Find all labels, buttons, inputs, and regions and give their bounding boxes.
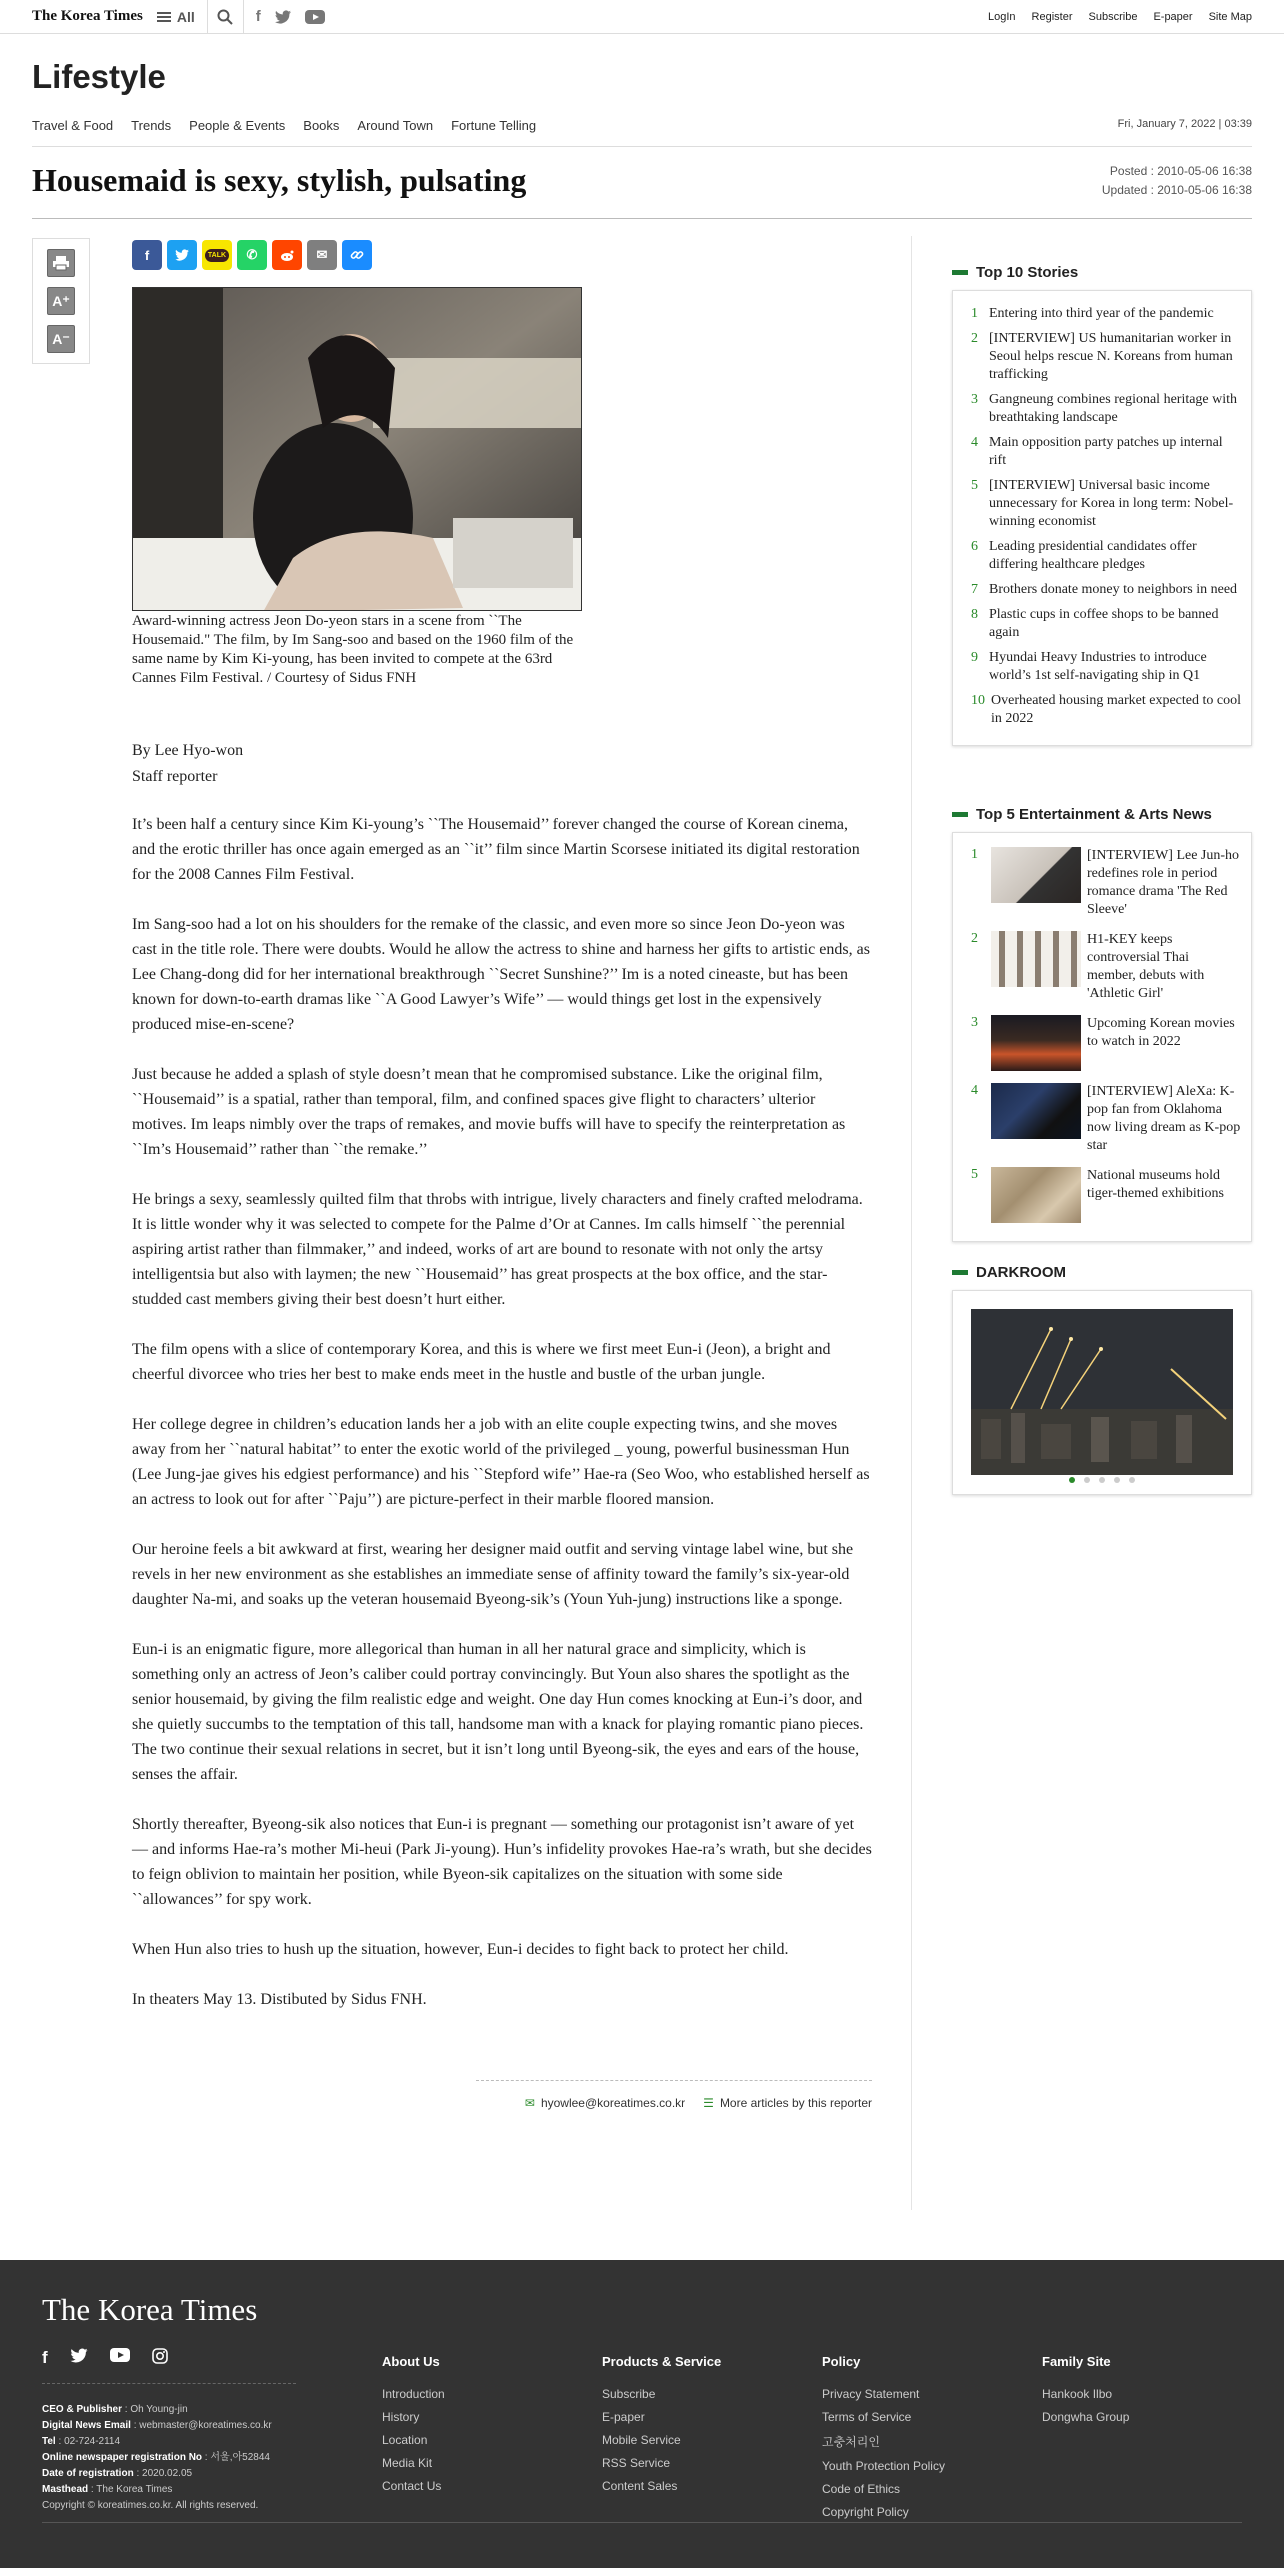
footer-col-family <box>1042 2354 1129 2433</box>
ent-thumbnail <box>991 931 1081 987</box>
twitter-icon[interactable] <box>70 2348 88 2363</box>
slider-dot[interactable] <box>1114 1477 1120 1483</box>
article-photo <box>132 287 582 611</box>
article-paragraph: Just because he added a splash of style doesn’t mean that he compromised substance. Like the original film, ``Housemaid’’ is a spatial, rather than temporal, film, and confined spaces give flight to characters’ ulterior motives. Im leaps nimbly over the traps of remakes, and movie buffs will have to specify the reinterpretation as ``Im’s Housemaid’’ rather than ``the remake.’’ <box>132 1066 846 1158</box>
twitter-share-button[interactable] <box>167 240 197 270</box>
footer-link[interactable]: RSS Service <box>602 2456 671 2470</box>
subnav-books[interactable]: Books <box>303 118 340 133</box>
article-footer <box>476 2080 872 2110</box>
site-logo[interactable]: The Korea Times <box>32 8 143 24</box>
facebook-icon[interactable]: f <box>255 8 261 25</box>
footer-divider <box>42 2383 296 2384</box>
footer-logo[interactable]: The Korea Times <box>42 2292 258 2327</box>
author-role: Staff reporter <box>132 768 218 785</box>
ent-title: Upcoming Korean movies to watch in 2022 <box>1087 1016 1235 1049</box>
subnav-trends[interactable]: Trends <box>131 118 172 133</box>
author-name: By Lee Hyo-won <box>132 742 244 759</box>
byline <box>132 738 243 790</box>
top-bar <box>0 0 1284 34</box>
social-links <box>256 8 325 25</box>
footer-link[interactable]: Code of Ethics <box>822 2482 901 2496</box>
ent-thumbnail <box>991 847 1081 903</box>
info-key: Masthead <box>42 2484 89 2495</box>
reporter-email: hyowlee@koreatimes.co.kr <box>540 2096 686 2110</box>
info-value: 서울,아52844 <box>210 2452 270 2463</box>
article-paragraph: Our heroine feels a bit awkward at first, wearing her designer maid outfit and serving vintage label wine, but she revels in her new environment as she establishes an immediate sense of affinity toward the family’s six-year-old daughter Na-mi, and soaks up the veteran housemaid Byeong-sik’s (Youn Yuh-jung) instructions like a sponge. <box>132 1541 854 1608</box>
ent-title: [INTERVIEW] AleXa: K-pop fan from Oklahoma now living dream as K-pop star <box>1087 1084 1241 1153</box>
facebook-icon[interactable]: f <box>42 2348 48 2367</box>
top10-item[interactable] <box>971 305 1241 323</box>
ent-title: [INTERVIEW] Lee Jun-ho redefines role in period romance drama 'The Red Sleeve' <box>1087 848 1240 917</box>
youtube-icon[interactable] <box>110 2348 130 2362</box>
article-paragraph: It’s been half a century since Kim Ki-young’s ``The Housemaid’’ forever changed the course of Korean cinema, and the erotic thriller has once again emerged as an ``it’’ film since Martin Scorsese initiated its digital restoration for the 2008 Cannes Film Festival. <box>132 816 860 883</box>
info-key: Digital News Email <box>42 2420 131 2431</box>
site-footer <box>0 2260 1284 2568</box>
divider <box>32 146 1252 147</box>
article-paragraph: He brings a sexy, seamlessly quilted film that throbs with intrigue, lively characters and finely crafted melodrama. It is little wonder why it was selected to compete for the Palme d’Or at Cannes. Im calls himself ``the perennial aspiring artist rather than filmmaker,’’ and indeed, works of art are bound to resonate with not only the artsy intelligentsia but also with laymen; the new ``Housemaid’’ has great prospects at the box office, and the star-studded cast members giving their best doesn’t hurt either. <box>132 1191 863 1308</box>
copy-link-button[interactable] <box>342 240 372 270</box>
search-icon <box>217 9 233 25</box>
title-bar <box>952 812 968 817</box>
top10-item[interactable] <box>971 330 1241 384</box>
info-value: 02-724-2114 <box>64 2436 121 2447</box>
ent-title: National museums hold tiger-themed exhibitions <box>1087 1168 1224 1201</box>
article-body <box>132 812 872 2037</box>
search-button[interactable] <box>208 0 244 34</box>
footer-link[interactable]: Media Kit <box>382 2456 433 2470</box>
entertainment-title-label: Top 5 Entertainment & Arts News <box>976 806 1212 823</box>
rank-number: 9 <box>971 650 978 665</box>
youtube-icon[interactable] <box>305 10 325 24</box>
footer-link[interactable]: History <box>382 2410 420 2424</box>
ent-item[interactable] <box>971 1083 1241 1155</box>
list-icon: ☰ <box>703 2096 714 2110</box>
footer-col-products <box>602 2354 721 2502</box>
rank-number: 3 <box>971 392 978 407</box>
rank-number: 2 <box>971 931 978 946</box>
darkroom-title <box>952 1264 1066 1281</box>
current-date: Fri, January 7, 2022 | 03:39 <box>1117 118 1252 130</box>
article-paragraph: Im Sang-soo had a lot on his shoulders for the remake of the classic, and even more so since Jeon Do-yeon was cast in the title role. There were doubts. Would he allow the actress to shine and harness her gifts to artistic ends, as Lee Chang-dong did for her international breakthrough ``Secret Sunshine?’’ Im is a noted cineaste, but has been known for down-to-earth dramas like ``A Good Lawyer’s Wife’’ — would things get lost in the expensively produced mise-en-scene? <box>132 916 870 1033</box>
ent-item[interactable] <box>971 1015 1241 1071</box>
rank-number: 1 <box>971 306 978 321</box>
updated-date: Updated : 2010-05-06 16:38 <box>1101 183 1252 197</box>
share-bar <box>132 240 372 270</box>
top10-item[interactable] <box>971 581 1241 599</box>
font-increase-button[interactable] <box>47 287 75 315</box>
story-title: Main opposition party patches up internal rift <box>989 435 1223 468</box>
posted-date: Posted : 2010-05-06 16:38 <box>1109 164 1252 178</box>
rank-number: 1 <box>971 847 978 862</box>
footer-link[interactable]: Copyright Policy <box>822 2505 909 2519</box>
story-title: Overheated housing market expected to cool in 2022 <box>991 693 1241 726</box>
all-menu-button[interactable] <box>157 0 208 34</box>
footer-link[interactable]: Terms of Service <box>822 2410 912 2424</box>
footer-link[interactable]: Content Sales <box>602 2479 678 2493</box>
footer-link[interactable]: Subscribe <box>602 2387 656 2401</box>
ent-thumbnail <box>991 1167 1081 1223</box>
sitemap-link[interactable]: Site Map <box>1208 11 1252 23</box>
ent-item[interactable] <box>971 1167 1241 1223</box>
slider-dot[interactable] <box>1069 1477 1075 1483</box>
footer-link[interactable]: Contact Us <box>382 2479 442 2493</box>
facebook-icon: f <box>144 247 150 263</box>
top10-item[interactable] <box>971 692 1241 728</box>
footer-social-links <box>42 2348 168 2368</box>
hamburger-icon <box>157 10 171 24</box>
footer-link[interactable]: Hankook Ilbo <box>1042 2387 1113 2401</box>
subscribe-link[interactable]: Subscribe <box>1088 11 1138 23</box>
ent-title: H1-KEY keeps controversial Thai member, debuts with 'Athletic Girl' <box>1087 932 1205 1001</box>
divider <box>32 218 1252 219</box>
title-bar <box>952 270 968 275</box>
ent-item[interactable] <box>971 847 1241 919</box>
slider-dot[interactable] <box>1084 1477 1090 1483</box>
subnav-people-events[interactable]: People & Events <box>189 118 286 133</box>
rank-number: 4 <box>971 435 978 450</box>
story-title: Leading presidential candidates offer differing healthcare pledges <box>989 539 1197 572</box>
footer-company-info: CEO & Publisher : Oh Young-jin Digital News Email : webmaster@koreatimes.co.kr Tel : 02-724-2114 Online newspaper registration No : 서울,아52844 Date of registration : 2020.02.05 Masthead : The Korea Times Copyright © koreatimes.co.kr. All rights reserved. <box>42 2402 272 2514</box>
article-paragraph: Her college degree in children’s education lands her a job with an elite couple expecting twins, and she moves away from her ``natural habitat’’ to enter the exotic world of the privileged _ young, powerful businessman Hun (Lee Jung-jae gives his edgiest performance) and his ``Stepford wife’’ Hae-ra (Seo Woo, who established herself as an actress to look out for after ``Paju’’) are picture-perfect in their marble floored mansion. <box>132 1416 870 1508</box>
twitter-icon[interactable] <box>275 10 291 24</box>
housemaid-still-image <box>133 288 582 611</box>
footer-col-title: Products & Service <box>602 2354 722 2369</box>
more-articles-link[interactable] <box>703 2096 872 2110</box>
title-bar <box>952 1270 968 1275</box>
facebook-share-button[interactable] <box>132 240 162 270</box>
rank-number: 2 <box>971 331 978 346</box>
twitter-icon <box>175 249 189 261</box>
top10-item[interactable] <box>971 606 1241 642</box>
article-paragraph: When Hun also tries to hush up the situation, however, Eun-i decides to fight back to protect her child. <box>132 1941 789 1958</box>
info-value: The Korea Times <box>96 2484 173 2495</box>
kakaotalk-icon: TALK <box>205 249 229 262</box>
photo-caption: Award-winning actress Jeon Do-yeon stars in a scene from ``The Housemaid." The film, by Im Sang-soo and based on the 1960 film of the same name by Kim Ki-young, has been invited to compete at the 63rd Cannes Film Festival. / Courtesy of Sidus FNH <box>132 613 574 686</box>
more-articles-label: More articles by this reporter <box>719 2096 872 2110</box>
footer-bottom-rule <box>42 2522 1242 2523</box>
rank-number: 5 <box>971 1167 978 1182</box>
footer-link[interactable]: E-paper <box>602 2410 645 2424</box>
rank-number: 7 <box>971 582 978 597</box>
font-increase-icon: A⁺ <box>52 292 70 309</box>
info-key: Tel <box>42 2436 56 2447</box>
info-key: Date of registration <box>42 2468 134 2479</box>
rank-number: 3 <box>971 1015 978 1030</box>
rank-number: 4 <box>971 1083 978 1098</box>
slider-dots <box>971 1477 1233 1483</box>
footer-link[interactable]: Mobile Service <box>602 2433 681 2447</box>
darkroom-photo[interactable] <box>971 1309 1233 1475</box>
slider-dot[interactable] <box>1129 1477 1135 1483</box>
all-menu-label: All <box>176 8 195 25</box>
info-value: Oh Young-jin <box>130 2404 188 2415</box>
footer-col-about <box>382 2354 445 2502</box>
article-tools <box>32 238 90 364</box>
top10-item[interactable] <box>971 649 1241 685</box>
slider-dot[interactable] <box>1099 1477 1105 1483</box>
footer-link[interactable]: Privacy Statement <box>822 2387 920 2401</box>
entertainment-title <box>952 806 1212 823</box>
top10-item[interactable] <box>971 434 1241 470</box>
darkroom-title-label: DARKROOM <box>976 1264 1066 1281</box>
whatsapp-icon: ✆ <box>246 247 258 262</box>
story-title: Plastic cups in coffee shops to be banned again <box>989 607 1219 640</box>
column-divider <box>911 236 912 2210</box>
story-title: Gangneung combines regional heritage with breathtaking landscape <box>989 392 1238 425</box>
ent-thumbnail <box>991 1015 1081 1071</box>
link-icon <box>350 248 364 262</box>
rank-number: 6 <box>971 539 978 554</box>
footer-col-title: Family Site <box>1042 2354 1111 2369</box>
font-decrease-icon: A⁻ <box>52 330 70 347</box>
section-subnav <box>32 118 536 133</box>
darkroom-image <box>971 1309 1233 1475</box>
top10-item[interactable] <box>971 391 1241 427</box>
article-paragraph: The film opens with a slice of contemporary Korea, and this is where we first meet Eun-i (Jeon), a bright and cheerful divorcee who tries her best to make ends meet in the hustle and bustle of the urban jungle. <box>132 1341 831 1383</box>
article-paragraph: Eun-i is an enigmatic figure, more allegorical than human in all her natural grace and simplicity, which is something only an actress of Jeon’s caliber could portray convincingly. But Youn also shares the spotlight as the senior housemaid, by giving the film realistic edge and weight. One day Hun comes knocking at Eun-i’s door, and she quietly succumbs to the temptation of this tall, handsome man with a knack for playing romantic piano pieces. The two continue their sexual relations in secret, but it isn’t long until Byeong-sik, the eyes and ears of the house, senses the affair. <box>132 1641 864 1783</box>
copyright: Copyright © koreatimes.co.kr. All rights reserved. <box>42 2500 259 2511</box>
top10-list <box>952 290 1252 746</box>
kakaotalk-share-button[interactable] <box>202 240 232 270</box>
rank-number: 5 <box>971 478 978 493</box>
darkroom-slider <box>952 1290 1252 1495</box>
story-title: Brothers donate money to neighbors in need <box>989 582 1238 597</box>
top10-item[interactable] <box>971 477 1241 531</box>
font-decrease-button[interactable] <box>47 325 75 353</box>
subnav-travel-food[interactable]: Travel & Food <box>32 118 114 133</box>
article-headline: Housemaid is sexy, stylish, pulsating <box>32 162 527 198</box>
login-link[interactable]: LogIn <box>988 11 1016 23</box>
print-icon <box>52 255 70 271</box>
account-links <box>988 0 1252 34</box>
story-title: Entering into third year of the pandemic <box>989 306 1214 321</box>
email-icon: ✉ <box>316 247 328 262</box>
email-share-button[interactable] <box>307 240 337 270</box>
story-title: [INTERVIEW] US humanitarian worker in Seoul helps rescue N. Koreans from human trafficking <box>989 331 1233 382</box>
footer-link[interactable]: Dongwha Group <box>1042 2410 1130 2424</box>
instagram-icon[interactable] <box>152 2348 168 2364</box>
section-title[interactable]: Lifestyle <box>32 58 166 95</box>
entertainment-list <box>952 832 1252 1242</box>
top10-title-label: Top 10 Stories <box>976 264 1079 281</box>
footer-link[interactable]: Introduction <box>382 2387 445 2401</box>
info-value: webmaster@koreatimes.co.kr <box>139 2420 272 2431</box>
epaper-link[interactable]: E-paper <box>1153 11 1193 23</box>
article-dates <box>1102 162 1252 200</box>
article-paragraph: Shortly thereafter, Byeong-sik also notices that Eun-i is pregnant — something our protagonist isn’t aware of yet — and informs Hae-ra’s mother Mi-heui (Park Ji-young). Hun’s infidelity provokes Hae-ra’s wrath, but she decides to feign oblivion to maintain her position, while Byeon-sik capitalizes on the situation with some side ``allowances’’ for spy work. <box>132 1816 872 1908</box>
subnav-fortune-telling[interactable]: Fortune Telling <box>451 118 537 133</box>
info-value: 2020.02.05 <box>142 2468 193 2479</box>
ent-item[interactable] <box>971 931 1241 1003</box>
whatsapp-share-button[interactable] <box>237 240 267 270</box>
article-paragraph: In theaters May 13. Distibuted by Sidus FNH. <box>132 1991 427 2008</box>
reporter-email-link[interactable] <box>525 2096 685 2110</box>
reddit-share-button[interactable] <box>272 240 302 270</box>
reddit-icon <box>279 248 295 262</box>
info-key: CEO & Publisher <box>42 2404 123 2415</box>
top10-item[interactable] <box>971 538 1241 574</box>
top10-title <box>952 264 1078 281</box>
register-link[interactable]: Register <box>1031 11 1073 23</box>
rank-number: 8 <box>971 607 978 622</box>
ent-thumbnail <box>991 1083 1081 1139</box>
footer-col-title: About Us <box>382 2354 440 2369</box>
subnav-around-town[interactable]: Around Town <box>357 118 434 133</box>
footer-link[interactable]: Youth Protection Policy <box>822 2459 945 2473</box>
footer-link[interactable]: Location <box>382 2433 428 2447</box>
footer-col-title: Policy <box>822 2354 861 2369</box>
print-button[interactable] <box>47 249 75 277</box>
story-title: [INTERVIEW] Universal basic income unnecessary for Korea in long term: Nobel-winning economist <box>989 478 1234 529</box>
story-title: Hyundai Heavy Industries to introduce world’s 1st self-navigating ship in Q1 <box>989 650 1207 683</box>
envelope-icon: ✉ <box>524 2096 535 2110</box>
rank-number: 10 <box>971 693 985 708</box>
footer-col-policy <box>822 2354 945 2528</box>
info-key: Online newspaper registration No <box>42 2452 203 2463</box>
footer-link[interactable]: 고충처리인 <box>822 2435 880 2449</box>
